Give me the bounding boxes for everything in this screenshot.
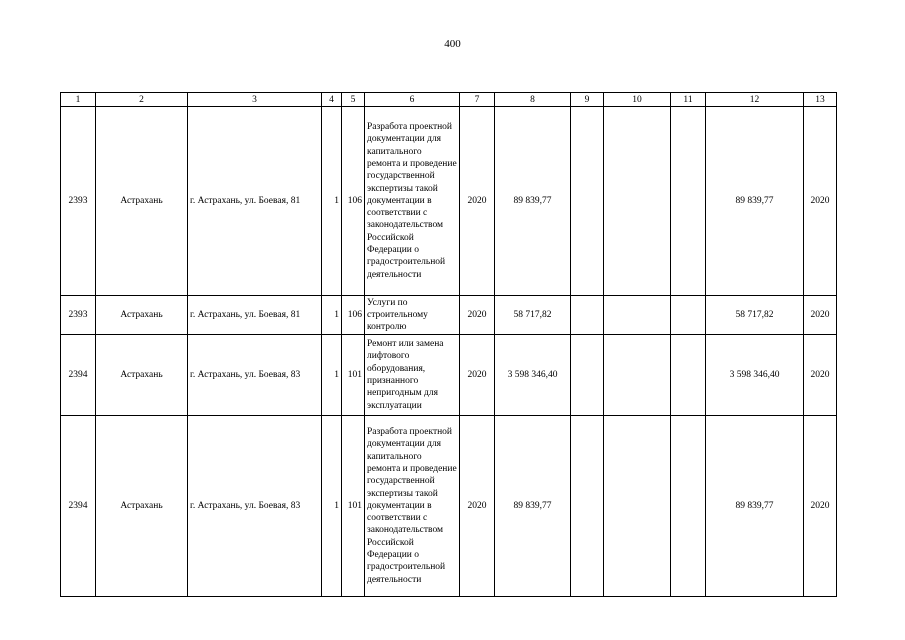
row-col-9 xyxy=(571,296,604,335)
row-col-9 xyxy=(571,107,604,296)
row-col-4: 1 xyxy=(322,296,342,335)
header-col-3: 3 xyxy=(188,93,322,107)
header-col-1: 1 xyxy=(61,93,96,107)
header-col-11: 11 xyxy=(671,93,706,107)
row-col-11 xyxy=(671,107,706,296)
header-col-5: 5 xyxy=(342,93,365,107)
row-number: 2393 xyxy=(61,296,96,335)
header-col-2: 2 xyxy=(96,93,188,107)
header-col-8: 8 xyxy=(495,93,571,107)
header-col-12: 12 xyxy=(706,93,804,107)
header-col-10: 10 xyxy=(604,93,671,107)
header-col-6: 6 xyxy=(365,93,460,107)
row-city: Астрахань xyxy=(96,107,188,296)
row-number: 2394 xyxy=(61,335,96,416)
row-city: Астрахань xyxy=(96,335,188,416)
row-col-10 xyxy=(604,416,671,597)
row-work-type: Ремонт или замена лифтового оборудования, признанного непригодным для эксплуатации xyxy=(365,335,460,416)
row-col-12: 89 839,77 xyxy=(706,416,804,597)
row-year-end: 2020 xyxy=(804,335,837,416)
page-number: 400 xyxy=(444,38,461,50)
row-cost: 58 717,82 xyxy=(495,296,571,335)
row-col-10 xyxy=(604,107,671,296)
row-address: г. Астрахань, ул. Боевая, 81 xyxy=(188,296,322,335)
row-work-type: Разработа проектной документации для капитального ремонта и проведение государственной экспертизы такой документации в соответствии с законодательством Российской Федерации о градостроительной деятельности xyxy=(365,107,460,296)
header-row xyxy=(61,93,837,107)
row-year-start: 2020 xyxy=(460,335,495,416)
header-col-13: 13 xyxy=(804,93,837,107)
row-col-12: 3 598 346,40 xyxy=(706,335,804,416)
row-cost: 89 839,77 xyxy=(495,416,571,597)
row-col-4: 1 xyxy=(322,416,342,597)
row-col-10 xyxy=(604,335,671,416)
row-year-start: 2020 xyxy=(460,296,495,335)
table-row xyxy=(61,335,837,416)
row-cost: 3 598 346,40 xyxy=(495,335,571,416)
row-col-11 xyxy=(671,296,706,335)
row-col-5: 106 xyxy=(342,296,365,335)
row-col-11 xyxy=(671,335,706,416)
row-col-4: 1 xyxy=(322,107,342,296)
row-number: 2393 xyxy=(61,107,96,296)
row-col-9 xyxy=(571,335,604,416)
header-col-4: 4 xyxy=(322,93,342,107)
row-year-end: 2020 xyxy=(804,107,837,296)
row-col-10 xyxy=(604,296,671,335)
row-col-5: 106 xyxy=(342,107,365,296)
row-city: Астрахань xyxy=(96,296,188,335)
row-address: г. Астрахань, ул. Боевая, 83 xyxy=(188,416,322,597)
row-col-4: 1 xyxy=(322,335,342,416)
row-year-start: 2020 xyxy=(460,107,495,296)
row-cost: 89 839,77 xyxy=(495,107,571,296)
table-row xyxy=(61,296,837,335)
row-number: 2394 xyxy=(61,416,96,597)
row-city: Астрахань xyxy=(96,416,188,597)
row-address: г. Астрахань, ул. Боевая, 81 xyxy=(188,107,322,296)
row-work-type: Разработа проектной документации для капитального ремонта и проведение государственной экспертизы такой документации в соответствии с законодательством Российской Федерации о градостроительной деятельности xyxy=(365,416,460,597)
row-col-12: 89 839,77 xyxy=(706,107,804,296)
row-col-12: 58 717,82 xyxy=(706,296,804,335)
header-col-9: 9 xyxy=(571,93,604,107)
capital-repair-table xyxy=(60,92,837,597)
table-row xyxy=(61,107,837,296)
row-address: г. Астрахань, ул. Боевая, 83 xyxy=(188,335,322,416)
row-col-5: 101 xyxy=(342,335,365,416)
row-col-9 xyxy=(571,416,604,597)
row-col-5: 101 xyxy=(342,416,365,597)
row-year-end: 2020 xyxy=(804,416,837,597)
row-year-start: 2020 xyxy=(460,416,495,597)
row-work-type: Услуги по строительному контролю xyxy=(365,296,460,335)
header-col-7: 7 xyxy=(460,93,495,107)
row-col-11 xyxy=(671,416,706,597)
table-row xyxy=(61,416,837,597)
row-year-end: 2020 xyxy=(804,296,837,335)
